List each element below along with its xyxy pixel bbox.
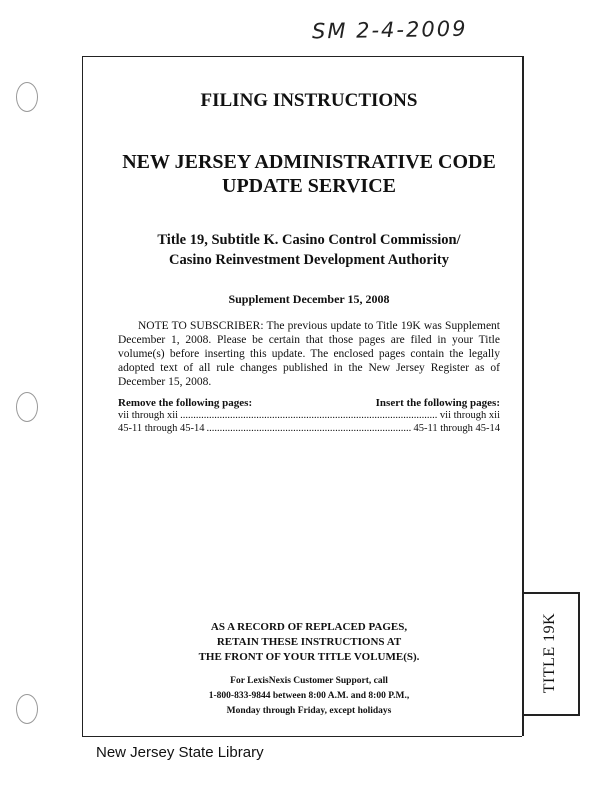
page-frame-bottom	[82, 736, 522, 737]
punch-hole-bottom	[16, 694, 38, 724]
handwritten-annotation: SM 2-4-2009	[311, 16, 468, 44]
record-line: AS A RECORD OF REPLACED PAGES,	[210, 621, 408, 633]
leader-dots	[180, 409, 438, 422]
leader-dots	[207, 422, 412, 435]
page-frame-top	[82, 56, 522, 57]
page-frame-left	[82, 56, 83, 736]
library-stamp: New Jersey State Library	[96, 744, 264, 761]
table-row	[118, 409, 500, 422]
subtitle	[118, 230, 500, 270]
document-body	[118, 90, 500, 435]
insert-pages-cell: vii through xii	[439, 410, 500, 421]
punch-hole-top	[16, 82, 38, 112]
table-row	[118, 422, 500, 435]
subscriber-note: NOTE TO SUBSCRIBER: The previous update to Title 19K was Supplement December 1, 2008. Please be certain that those pages are filed in your Title volume(s) before inserting this update. The enclosed pages contain the legally adopted text of all rule changes published in the New Jersey Register as of December 15, 2008.	[118, 320, 500, 388]
code-title	[108, 150, 510, 198]
customer-support-info	[118, 674, 500, 719]
title-tab-text: TITLE 19K	[541, 612, 559, 694]
record-instructions	[118, 620, 500, 665]
subtitle-line: Casino Reinvestment Development Authority	[169, 252, 449, 268]
page-replacement-table	[118, 397, 500, 435]
insert-pages-header: Insert the following pages:	[375, 397, 500, 409]
document-heading: FILING INSTRUCTIONS	[200, 90, 418, 111]
support-line: 1-800-833-9844 between 8:00 A.M. and 8:00 P.M.,	[208, 691, 410, 701]
code-title-line: NEW JERSEY ADMINISTRATIVE CODE	[122, 151, 496, 173]
support-line: For LexisNexis Customer Support, call	[230, 676, 388, 686]
subtitle-line: Title 19, Subtitle K. Casino Control Commission/	[157, 232, 461, 248]
support-line: Monday through Friday, except holidays	[226, 706, 392, 716]
punch-hole-middle	[16, 392, 38, 422]
supplement-date: Supplement December 15, 2008	[228, 292, 390, 306]
remove-pages-header: Remove the following pages:	[118, 397, 253, 409]
remove-pages-cell: 45-11 through 45-14	[118, 423, 205, 434]
record-line: RETAIN THESE INSTRUCTIONS AT	[216, 636, 402, 648]
record-line: THE FRONT OF YOUR TITLE VOLUME(S).	[198, 651, 420, 663]
code-title-line: UPDATE SERVICE	[222, 175, 396, 197]
insert-pages-cell: 45-11 through 45-14	[413, 423, 500, 434]
remove-pages-cell: vii through xii	[118, 410, 179, 421]
title-tab-label	[525, 612, 575, 694]
